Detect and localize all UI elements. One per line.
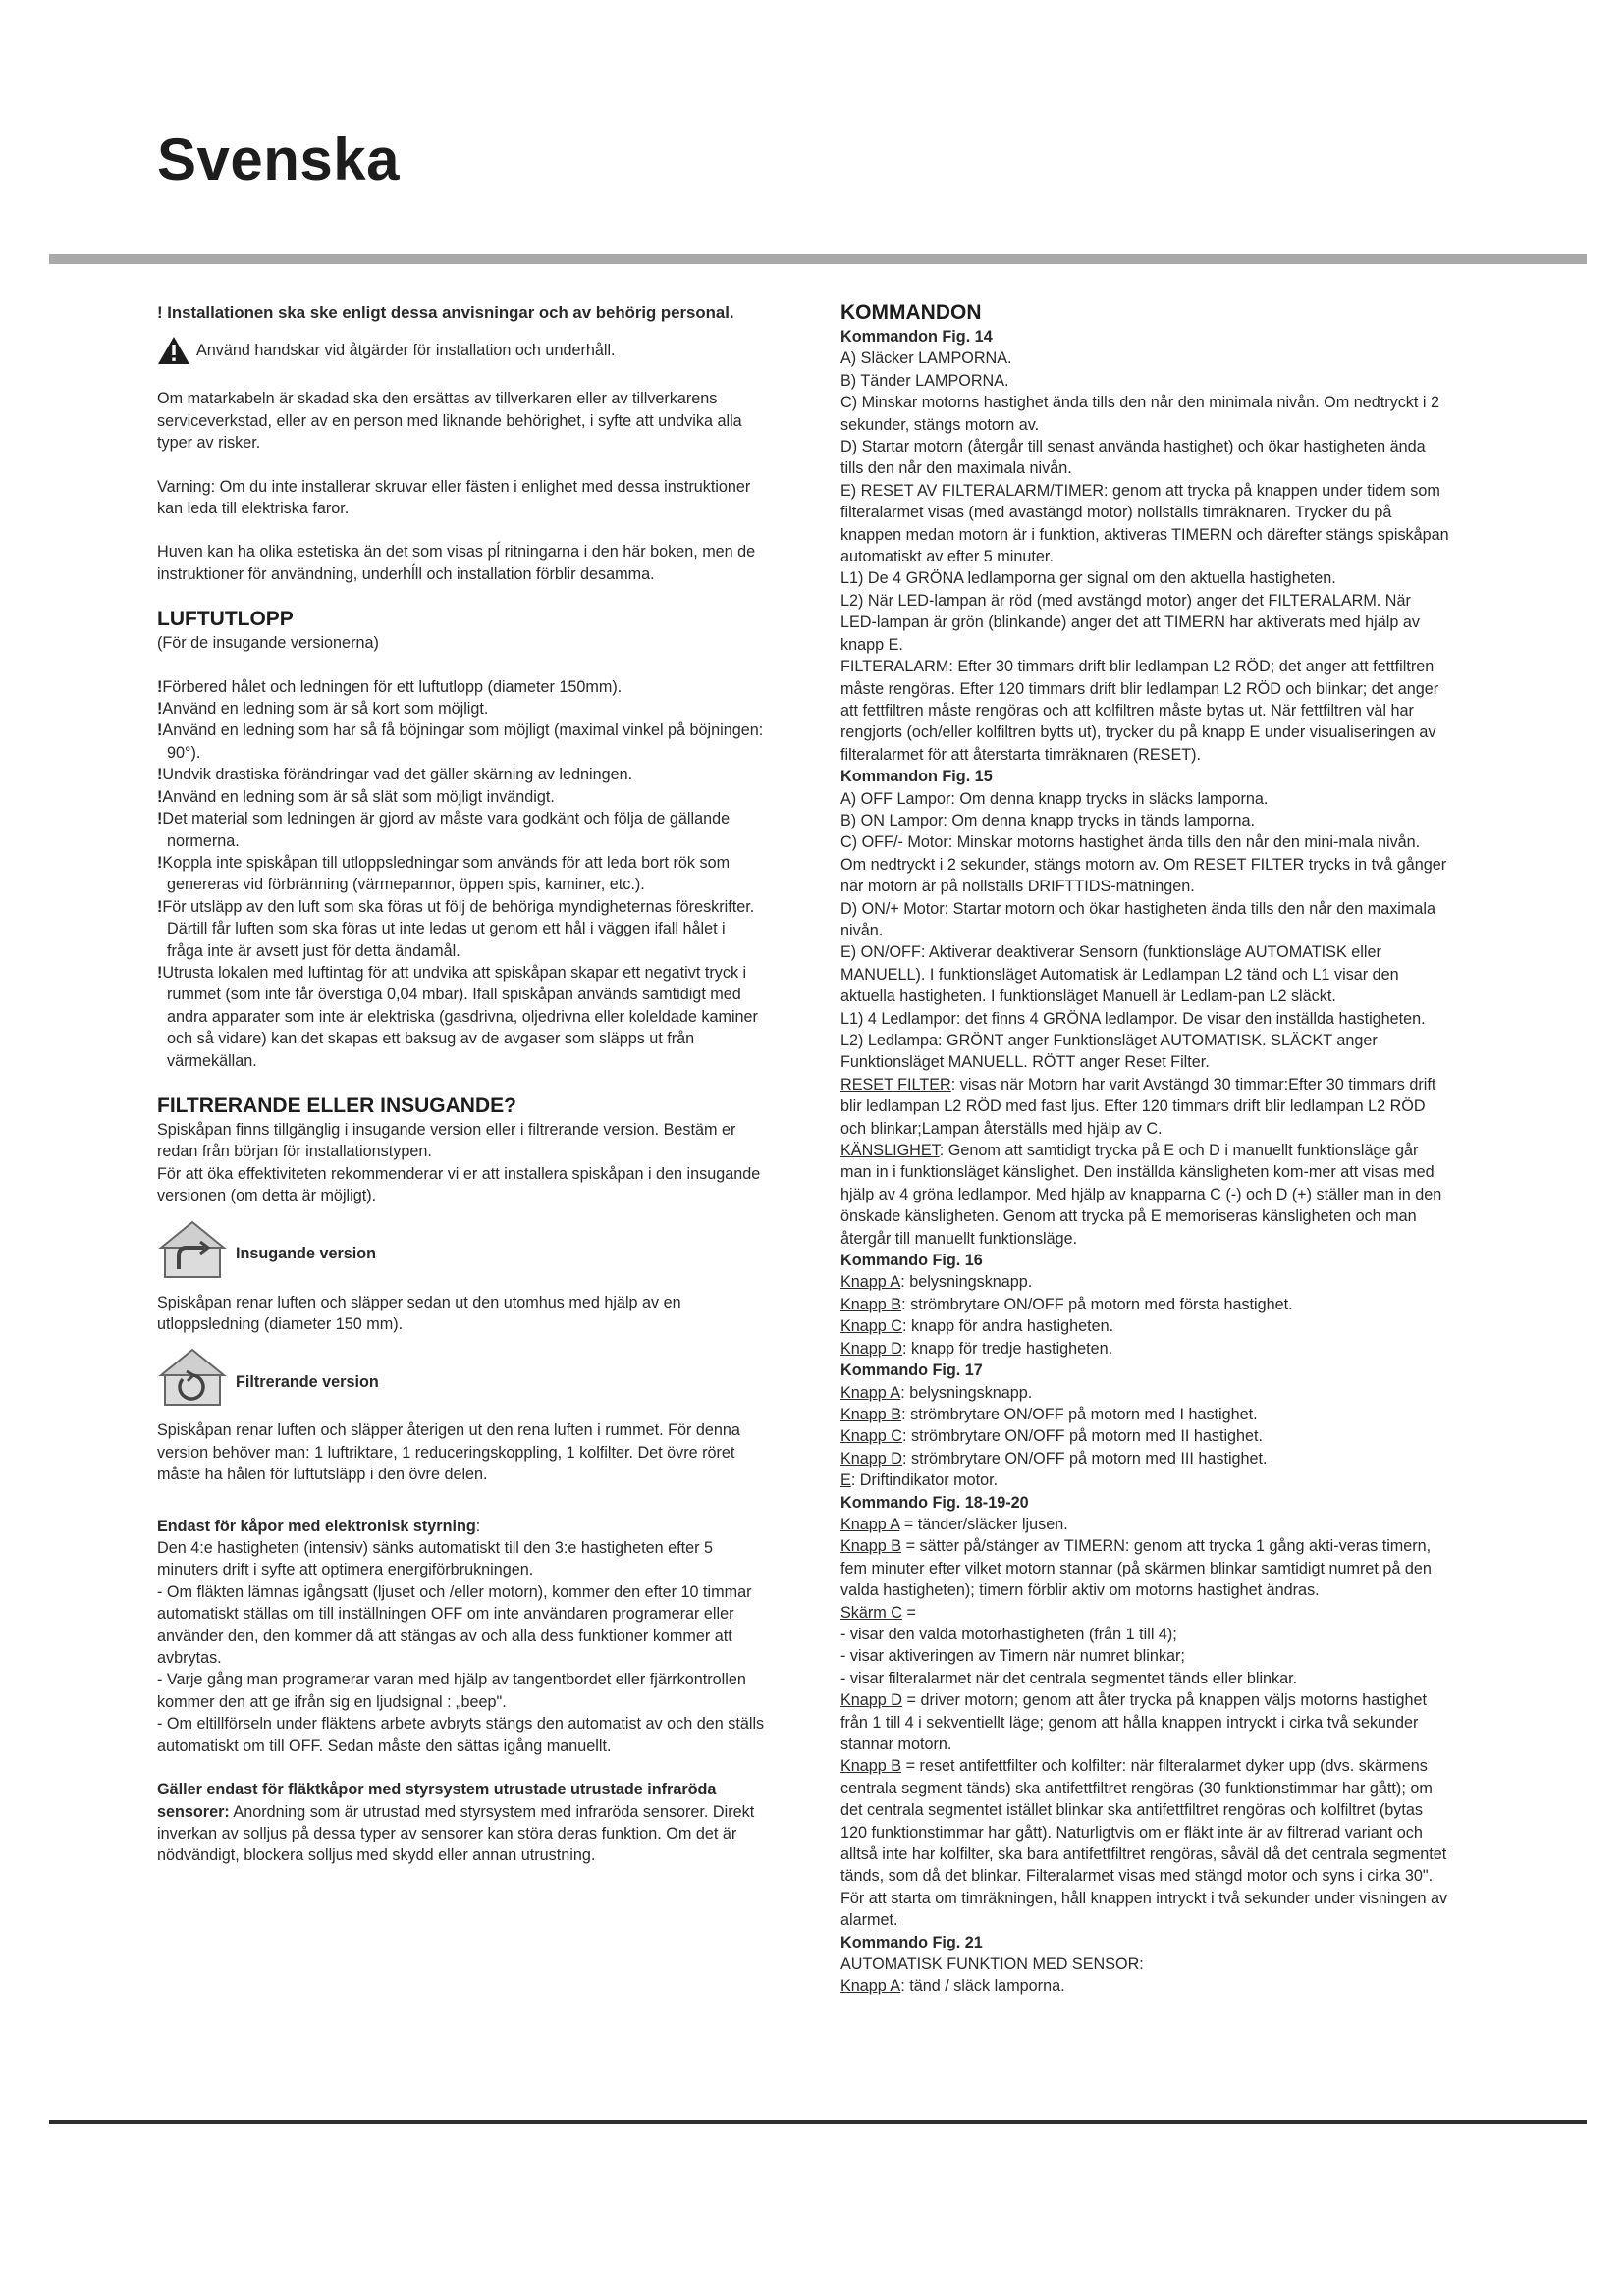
list-item: Knapp A: belysningsknapp. [840, 1273, 1033, 1292]
section-title-filter: FILTRERANDE ELLER INSUGANDE? [157, 1094, 516, 1117]
list-item: Knapp D: knapp för tredje hastigheten. [840, 1339, 1113, 1358]
electronic-control-paragraph: - Om fläkten lämnas igångsatt (ljuset och /eller motorn), kommer den efter 10 timmar automatiskt ställas om till inställningen OFF om inte användaren programerar eller använder den, den kommer då att stängas av och alla dess funktioner kommer att avbrytas. [157, 1582, 752, 1668]
section-title-kommandon: KOMMANDON [840, 301, 982, 324]
infrared-paragraph: Gäller endast för fläktkåpor med styrsystem utrustade utrustade infraröda sensorer: Anordning som är utrustad med styrsystem med infraröda sensorer. Direkt inverkan av solljus på dessa typer av sensorer kan störa deras funktion. Om det är nödvändigt, blockera solljus med skydd eller annan utrustning. [157, 1781, 755, 1865]
electronic-control-paragraph: - Om eltillförseln under fläktens arbete avbryts stängs den automatist av och den ställs automatiskt om till OFF. Sedan måste den sättas igång manuellt. [157, 1715, 765, 1755]
ducting-house-icon [157, 1218, 228, 1281]
list-item: Knapp B = reset antifettfilter och kolfilter: när filteralarmet dyker upp (dvs. skärmens centrala segment tänds) ska antifettfiltret rengöras (30 funktionstimmar har gått); om det centrala segmentet istället blinkar ska antifettfiltret rengöras och kolfiltret (bytas 120 funktionstimmar har gått). Naturligtvis om er fläkt inte är av filtrerad variant och alltså inte har kolfilter, ska bara antifettfiltret rengöras, såväl då det centrala segmentet tänds, som då det blinkar. Filteralarmet visas med stängd motor och syns i cirka 30". För att starta om timräkningen, håll knappen intryckt i två sekunder under visningen av alarmet. [840, 1757, 1448, 1930]
filter-paragraph: För att öka effektiviteten rekommenderar vi er att installera spiskåpan i den insugande versionen (om detta är möjligt). [157, 1164, 761, 1205]
list-item: L2) När LED-lampan är röd (med avstängd motor) anger det FILTERALARM. När LED-lampan är grön (blinkande) anger det att TIMERN har aktiverats med hjälp av knapp E. [840, 591, 1420, 654]
list-item: C) Minskar motorns hastighet ända tills den når den minimala nivån. Om nedtryckt i 2 sekunder, stängs motorn av. [840, 394, 1439, 434]
recirculation-text: Spiskåpan renar luften och släpper återigen ut den rena luften i rummet. För denna version behöver man: 1 luftriktare, 1 reduceringskoppling, 1 kolfilter. Det övre röret måste ha hålen för luftutsläpp i den övre delen. [157, 1421, 740, 1484]
list-item: !Använd en ledning som är så slät som möjligt invändigt. [157, 787, 555, 806]
list-item: Knapp A = tänder/släcker ljusen. [840, 1515, 1068, 1533]
list-item: Knapp A: tänd / släck lamporna. [840, 1977, 1065, 1996]
electronic-control-paragraph: Den 4:e hastigheten (intensiv) sänks automatiskt till den 3:e hastigheten efter 5 minuters drift i syfte att optimera energiförbrukningen. [157, 1539, 713, 1579]
list-item: Knapp C: strömbrytare ON/OFF på motorn med II hastighet. [840, 1427, 1264, 1446]
list-item: - visar den valda motorhastigheten (från 1 till 4); [840, 1625, 1177, 1643]
list-item: A) OFF Lampor: Om denna knapp trycks in släcks lamporna. [840, 789, 1269, 808]
list-item: !Undvik drastiska förändringar vad det gäller skärning av ledningen. [157, 766, 633, 784]
list-item: B) Tänder LAMPORNA. [840, 371, 1009, 390]
list-item: FILTERALARM: Efter 30 timmars drift blir ledlampan L2 RÖD; det anger att fettfiltren måste rengöras. Efter 120 timmars drift blir ledlampan L2 RÖD och blinkar; det anger att fettfiltren måste rengöras och att kolfiltren måste bytas ut. När fettfiltren väl har rengjorts (och/eller kolfiltren bytts ut), trycker du på knapp E under visualiseringen av filteralarmet för att återstarta timräknaren (RESET). [840, 658, 1439, 764]
electronic-control-heading: Endast för kåpor med elektronisk styrning: [157, 1517, 481, 1535]
fig15-title: Kommandon Fig. 15 [840, 768, 993, 786]
fig17-title: Kommando Fig. 17 [840, 1362, 983, 1380]
list-item: KÄNSLIGHET: Genom att samtidigt trycka på E och D i manuellt funktionsläge går man in i funktionsläget känslighet. Den inställda känsligheten kom-mer att visas med hjälp av 4 gröna ledlampor. Med hjälp av knapparna C (-) och D (+) ställer man in den önskade känsligheten. Genom att trycka på E memoriseras känsligheten och man återgår till manuellt funktionsläge. [840, 1142, 1442, 1248]
list-item: E) ON/OFF: Aktiverar deaktiverar Sensorn (funktionsläge AUTOMATISK eller MANUELL). I funktionsläget Automatisk är Ledlampan L2 tänd och L1 visar den aktuella hastigheten. I funktionsläget Manuell är Ledlam-pan L2 släckt. [840, 943, 1399, 1006]
list-item: !Det material som ledningen är gjord av måste vara godkänt och följa de gällande normerna. [157, 810, 731, 850]
left-column [157, 302, 766, 1867]
list-item: - visar filteralarmet när det centrala segmentet tänds eller blinkar. [840, 1669, 1298, 1687]
list-item: !Koppla inte spiskåpan till utloppsledningar som används för att leda bort rök som genereras vid förbränning (värmepannor, öppen spis, kaminer, etc.). [157, 853, 731, 894]
list-item: AUTOMATISK FUNKTION MED SENSOR: [840, 1955, 1144, 1974]
section-title-luftutlopp: LUFTUTLOPP [157, 608, 294, 631]
list-item: D) ON/+ Motor: Startar motorn och ökar hastigheten ända tills den når den maximala nivån. [840, 899, 1435, 939]
list-item: Knapp B: strömbrytare ON/OFF på motorn med I hastighet. [840, 1405, 1258, 1423]
fig14-title: Kommandon Fig. 14 [840, 328, 993, 346]
list-item: L1) 4 Ledlampor: det finns 4 GRÖNA ledlampor. De visar den inställda hastigheten. [840, 1009, 1426, 1028]
ducting-version [157, 1218, 766, 1281]
ducting-text: Spiskåpan renar luften och släpper sedan ut den utomhus med hjälp av en utloppsledning (diameter 150 mm). [157, 1293, 681, 1333]
list-item: Knapp D = driver motorn; genom att åter trycka på knappen väljs motorns hastighet från 1 till 4 i sekventiellt läge; genom att hålla knappen intryckt i cirka två sekunder stannar motorn. [840, 1691, 1428, 1753]
list-item: D) Startar motorn (återgår till senast använda hastighet) och ökar hastigheten ända tills den når den maximala nivån. [840, 438, 1426, 478]
list-item: L2) Ledlampa: GRÖNT anger Funktionsläget AUTOMATISK. SLÄCKT anger Funktionsläget MANUELL. RÖTT anger Reset Filter. [840, 1032, 1378, 1072]
list-item: Knapp B: strömbrytare ON/OFF på motorn med första hastighet. [840, 1295, 1293, 1313]
bottom-divider [49, 2120, 1587, 2124]
fig18-title: Kommando Fig. 18-19-20 [840, 1493, 1029, 1512]
list-item: Knapp C: knapp för andra hastigheten. [840, 1317, 1114, 1336]
section-subtitle: (För de insugande versionerna) [157, 634, 379, 653]
aesthetics-paragraph: Huven kan ha olika estetiska än det som visas pĺ ritningarna i den här boken, men de instruktioner för användning, underhĺll och installation förblir desamma. [157, 543, 756, 583]
recirculation-version [157, 1346, 766, 1409]
list-item: Skärm C = [840, 1603, 916, 1622]
cable-paragraph: Om matarkabeln är skadad ska den ersättas av tillverkaren eller av tillverkarens serviceverkstad, eller av en person med liknande behörighet, i syfte att undvika alla typer av risker. [157, 390, 742, 453]
recirculation-label: Filtrerande version [236, 1373, 379, 1392]
list-item: - visar aktiveringen av Timern när numret blinkar; [840, 1647, 1185, 1666]
warning-paragraph: Varning: Om du inte installerar skruvar eller fästen i enlighet med dessa instruktioner kan leda till elektriska faror. [157, 477, 751, 518]
gloves-warning: Använd handskar vid åtgärder för installation och underhåll. [157, 335, 766, 366]
list-item: !Använd en ledning som är så kort som möjligt. [157, 700, 489, 719]
list-item: B) ON Lampor: Om denna knapp trycks in tänds lamporna. [840, 811, 1255, 829]
installation-notice: ! Installationen ska ske enligt dessa anvisningar och av behörig personal. [157, 303, 734, 322]
list-item: !För utsläpp av den luft som ska föras ut följ de behöriga myndigheternas föreskrifter. Därtill får luften som ska föras ut inte ledas ut genom ett hål i väggen ifall hålet i fråga inte är avsett just för detta ändamål. [157, 897, 755, 960]
electronic-control-paragraph: - Varje gång man programerar varan med hjälp av tangentbordet eller fjärrkontrollen kommer den att ge ifrån sig en ljudsignal : „beep". [157, 1671, 746, 1711]
list-item: Knapp B = sätter på/stänger av TIMERN: genom att trycka 1 gång akti-veras timern, fem minuter efter vilket motorn stannar (på skärmen blinkar samtidigt numret på den valda hastigheten); timern förblir aktiv om motorns hastighet ändras. [840, 1537, 1432, 1600]
fig16-title: Kommando Fig. 16 [840, 1252, 983, 1270]
list-item: Knapp A: belysningsknapp. [840, 1383, 1033, 1402]
recirculation-house-icon [157, 1346, 228, 1409]
list-item: RESET FILTER: visas när Motorn har varit Avstängd 30 timmar:Efter 30 timmars drift blir ledlampan L2 RÖD med fast ljus. Efter 120 timmars drift blir ledlampan L2 RÖD och blinkar;Lampan återställs med hjälp av C. [840, 1075, 1436, 1138]
ducting-label: Insugande version [236, 1245, 377, 1263]
list-item: Knapp D: strömbrytare ON/OFF på motorn med III hastighet. [840, 1449, 1268, 1468]
list-item: !Utrusta lokalen med luftintag för att undvika att spiskåpan skapar ett negativt tryck i rummet (som inte får överstiga 0,04 mbar). Ifall spiskåpan används samtidigt med andra apparater som inte är elektriska (gasdrivna, oljedrivna eller koleldade kaminer och så vidare) kan det skapas ett baksug av de avgaser som släpps ut från värmekällan. [157, 963, 758, 1070]
list-item: C) OFF/- Motor: Minskar motorns hastighet ända tills den når den mini-mala nivån. Om nedtryckt i 2 sekunder, stängs motorn av. Om RESET FILTER trycks in två gånger när motorn är på nollställs DRIFTTIDS-mätningen. [840, 833, 1447, 896]
list-item: E: Driftindikator motor. [840, 1471, 999, 1490]
list-item: !Använd en ledning som har så få böjningar som möjligt (maximal vinkel på böjningen: 90°). [157, 721, 764, 762]
list-item: L1) De 4 GRÖNA ledlamporna ger signal om den aktuella hastigheten. [840, 569, 1336, 588]
filter-paragraph: Spiskåpan finns tillgänglig i insugande version eller i filtrerande version. Bestäm er redan från början för installationstypen. [157, 1120, 736, 1161]
list-item: !Förbered hålet och ledningen för ett luftutlopp (diameter 150mm). [157, 677, 623, 696]
fig21-title: Kommando Fig. 21 [840, 1933, 983, 1951]
page-title: Svenska [157, 127, 401, 192]
top-divider [49, 254, 1587, 264]
right-column [840, 300, 1449, 1998]
warning-triangle-icon [157, 335, 190, 366]
list-item: A) Släcker LAMPORNA. [840, 349, 1012, 368]
list-item: E) RESET AV FILTERALARM/TIMER: genom att trycka på knappen under tidem som filteralarmet visas (med avastängd motor) nollställs timräknaren. Trycker du på knappen medan motorn är i funktion, aktiveras TIMERN och därefter stängs spiskåpan automatiskt av efter 5 minuter. [840, 481, 1449, 566]
